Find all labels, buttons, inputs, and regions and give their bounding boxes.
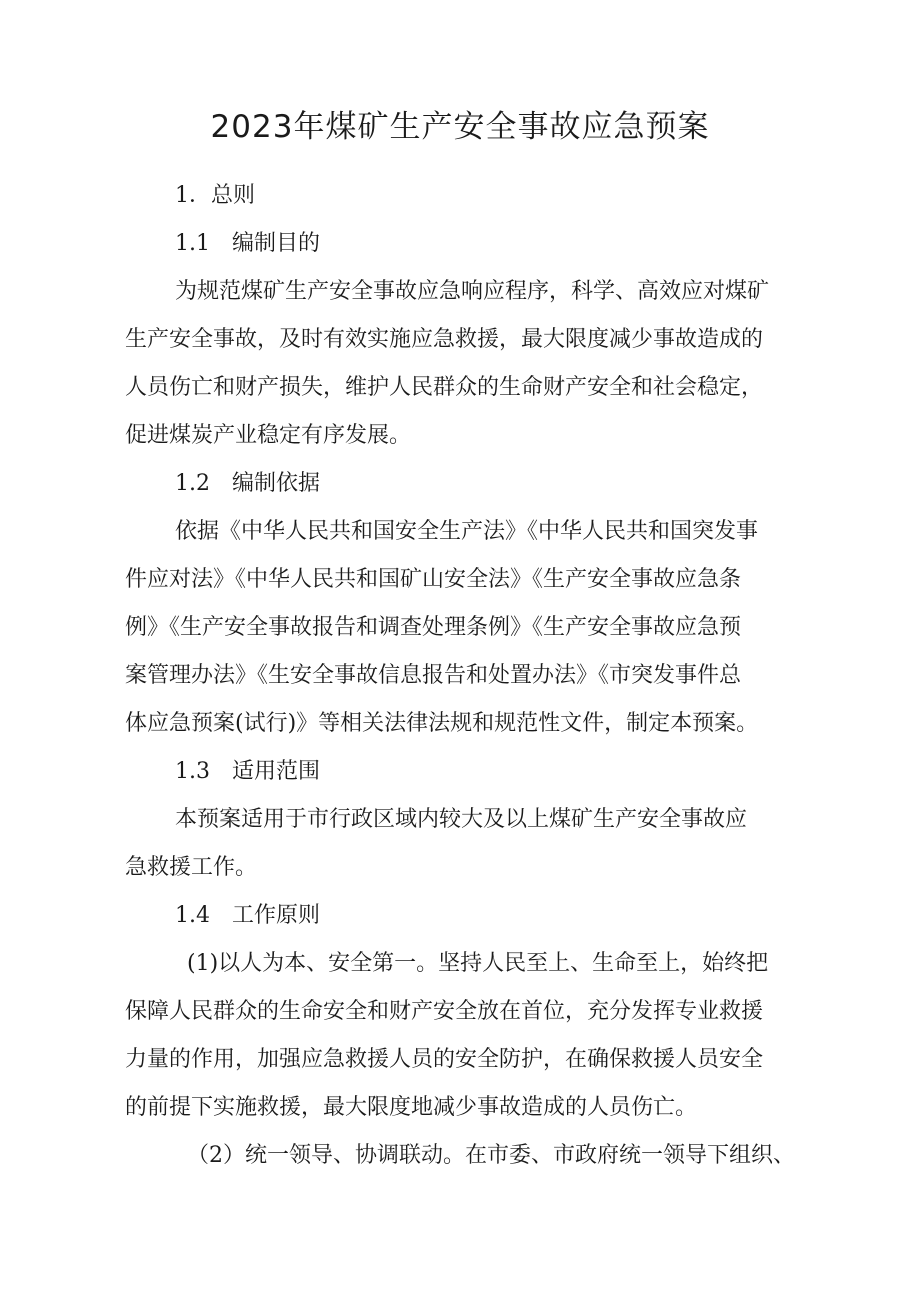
paragraph-principle-2 [125,1132,797,1180]
document-body [125,172,797,1180]
section-heading-scope: 1.3 适用范围 [175,759,320,784]
paragraph-line: 件应对法》《中华人民共和国矿山安全法》《生产安全事故应急条 [125,567,742,592]
paragraph-line: 案管理办法》《生安全事故信息报告和处置办法》《市突发事件总 [125,663,742,688]
paragraph-line: 力量的作用，加强应急救援人员的安全防护，在确保救援人员安全 [125,1047,764,1072]
paragraph-line: 例》《生产安全事故报告和调查处理条例》《生产安全事故应急预 [125,615,742,640]
paragraph-line: （2）统一领导、协调联动。在市委、市政府统一领导下组织、 [187,1143,795,1168]
paragraph-line: 急救援工作。 [125,855,258,880]
paragraph-line: (1)以人为本、安全第一。坚持人民至上、生命至上，始终把 [187,951,769,976]
paragraph-purpose [125,268,797,460]
document-title: 2023年煤矿生产安全事故应急预案 [210,109,710,145]
paragraph-line: 人员伤亡和财产损失，维护人民群众的生命财产安全和社会稳定， [125,375,764,400]
paragraph-line: 生产安全事故，及时有效实施应急救援，最大限度减少事故造成的 [125,327,764,352]
paragraph-principle-1 [125,940,797,1132]
paragraph-line: 保障人民群众的生命安全和财产安全放在首位，充分发挥专业救援 [125,999,764,1024]
paragraph-line: 为规范煤矿生产安全事故应急响应程序，科学、高效应对煤矿 [175,279,770,304]
paragraph-line: 促进煤炭产业稳定有序发展。 [125,423,412,448]
paragraph-line: 的前提下实施救援，最大限度地减少事故造成的人员伤亡。 [125,1095,698,1120]
paragraph-line: 体应急预案(试行)》等相关法律法规和规范性文件，制定本预案。 [125,711,759,736]
section-heading-principles: 1.4 工作原则 [175,903,320,928]
section-heading-general: 1．总则 [175,183,255,208]
paragraph-line: 本预案适用于市行政区域内较大及以上煤矿生产安全事故应 [175,807,748,832]
section-heading-purpose: 1.1 编制目的 [175,231,320,256]
paragraph-line: 依据《中华人民共和国安全生产法》《中华人民共和国突发事 [175,519,759,544]
section-heading-basis: 1.2 编制依据 [175,471,320,496]
paragraph-scope [125,796,797,892]
paragraph-basis [125,508,797,748]
